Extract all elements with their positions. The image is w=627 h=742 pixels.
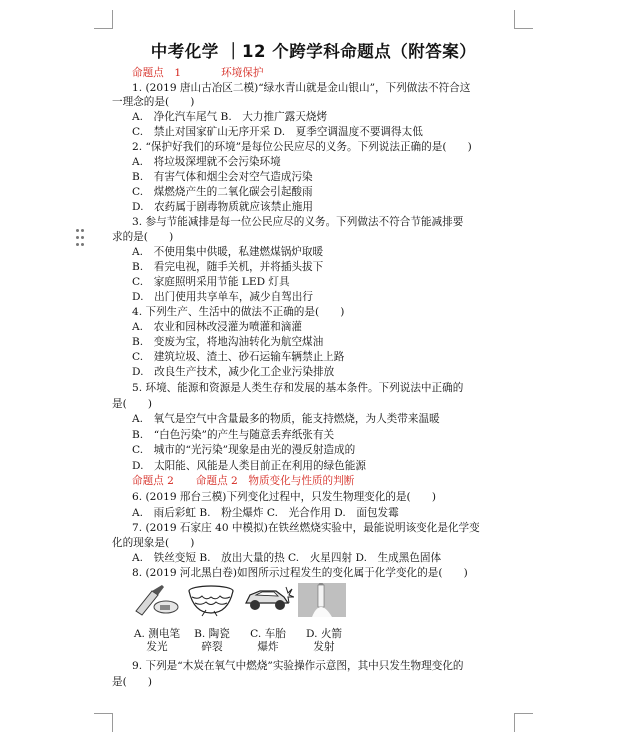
question-line: 是( ) (112, 398, 153, 410)
option-line: A. 农业和园林改浸灌为喷灌和滴灌 (132, 321, 302, 333)
section-header-1: 命题点 1 环境保护 (132, 67, 264, 79)
figure-caption-b: B. 陶瓷 碎裂 (194, 628, 230, 653)
question-line: 9. 下列是“木炭在氧气中燃烧”实验操作示意图，其中只发生物理变化的 (132, 660, 464, 672)
option-line: C. 煤燃烧产生的二氧化碳会引起酸雨 (132, 186, 313, 198)
question-line: 一理念的是( ) (112, 96, 195, 108)
option-line: D. 改良生产技术，减少化工企业污染排放 (132, 366, 335, 378)
option-line: A. 铁丝变短 B. 放出大量的热 C. 火星四射 D. 生成黑色固体 (132, 552, 442, 564)
question-line: 8. (2019 河北黑白卷)如图所示过程发生的变化属于化学变化的是( ) (132, 567, 468, 579)
question-line: 5. 环境、能源和资源是人类生存和发展的基本条件。下列说法中正确的 (132, 382, 464, 394)
margin-corner-bottom-right (514, 713, 533, 732)
option-line: C. 建筑垃圾、渣土、砂石运输车辆禁止上路 (132, 351, 345, 363)
option-line: B. 有害气体和烟尘会对空气造成污染 (132, 171, 313, 183)
question-line: 求的是( ) (112, 231, 174, 243)
figure-caption-c: C. 车胎 爆炸 (250, 628, 286, 653)
option-line: A. 净化汽车尾气 B. 大力推广露天烧烤 (132, 111, 328, 123)
option-line: C. 城市的“光污染”现象是由光的漫反射造成的 (132, 444, 356, 456)
question-line: 化的现象是( ) (112, 537, 195, 549)
option-line: A. 氧气是空气中含量最多的物质，能支持燃烧，为人类带来温暖 (132, 413, 440, 425)
option-line: B. 变废为宝，将地沟油转化为航空煤油 (132, 336, 324, 348)
section-header-2: 命题点 2 命题点 2 物质变化与性质的判断 (132, 475, 355, 487)
margin-corner-bottom-left (94, 713, 113, 732)
option-line: C. 禁止对国家矿山无序开采 D. 夏季空调温度不要调得太低 (132, 126, 423, 138)
option-line: A. 不使用集中供暖，私建燃煤锅炉取暖 (132, 246, 324, 258)
page-title: 中考化学 ｜12 个跨学科命题点（附答案） (150, 42, 477, 61)
option-line: B. “白色污染”的产生与随意丢弃纸张有关 (132, 429, 335, 441)
question-line: 是( ) (112, 676, 153, 688)
option-line: D. 太阳能、风能是人类目前正在利用的绿色能源 (132, 460, 366, 472)
figure-caption-d: D. 火箭 发射 (305, 628, 343, 653)
ceramic-bowl-icon (186, 583, 236, 617)
option-line: A. 将垃圾深埋就不会污染环境 (132, 156, 281, 168)
option-line: C. 家庭照明采用节能 LED 灯具 (132, 276, 290, 288)
question-line: 3. 参与节能减排是每一位公民应尽的义务。下列做法不符合节能减排要 (132, 216, 464, 228)
figure-caption-a: A. 测电笔 发光 (133, 628, 181, 653)
rocket-launch-icon (298, 583, 346, 617)
question-line: 4. 下列生产、生活中的做法不正确的是( ) (132, 306, 345, 318)
question-line: 6. (2019 邢台三模)下列变化过程中，只发生物理变化的是( ) (132, 491, 436, 503)
question-line: 1. (2019 唐山古冶区二模)“绿水青山就是金山银山”，下列做法不符合这 (132, 82, 471, 94)
option-line: D. 出门使用共享单车，减少自驾出行 (132, 291, 313, 303)
margin-corner-top-right (514, 10, 533, 29)
option-line: D. 农药属于剧毒物质就应该禁止施用 (132, 201, 313, 213)
car-tire-icon (242, 583, 294, 617)
option-line: B. 看完电视，随手关机，并将插头拔下 (132, 261, 324, 273)
option-line: A. 雨后彩虹 B. 粉尘爆炸 C. 光合作用 D. 面包发霉 (132, 507, 399, 519)
drag-handle-icon[interactable] (76, 229, 84, 247)
test-pencil-icon (132, 583, 182, 617)
question-line: 7. (2019 石家庄 40 中模拟)在铁丝燃烧实验中，最能说明该变化是化学变 (132, 522, 480, 534)
margin-corner-top-left (94, 10, 113, 29)
question-line: 2. “保护好我们的环境”是每位公民应尽的义务。下列说法正确的是( ) (132, 141, 472, 153)
